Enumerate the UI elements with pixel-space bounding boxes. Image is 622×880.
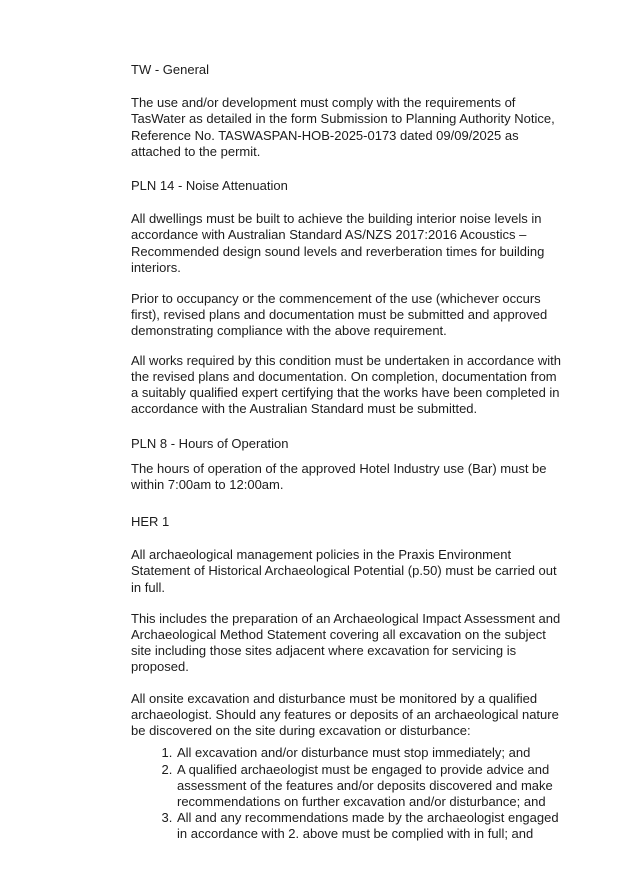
paragraph: All dwellings must be built to achieve the building interior noise levels in accordance with Australian Standard AS/NZS 2017:2016 Acoustics – Recommended design sound levels and reverberation times for building interiors.	[131, 211, 545, 275]
section-heading-pln8: PLN 8 - Hours of Operation	[131, 436, 289, 452]
list-item: 2. A qualified archaeologist must be engaged to provide advice and assessment of the features and/or deposits discovered and make recommendations on further excavation and/or disturbance; and	[176, 762, 563, 811]
paragraph: The hours of operation of the approved Hotel Industry use (Bar) must be within 7:00am to 12:00am.	[131, 460, 547, 492]
paragraph: All archaeological management policies in the Praxis Environment Statement of Historical Archaeological Potential (p.50) must be carried out in full.	[131, 547, 557, 595]
paragraph: This includes the preparation of an Archaeological Impact Assessment and Archaeological Method Statement covering all excavation on the subject site including those sites adjacent where excavation for servicing is proposed.	[131, 610, 561, 675]
section-heading-tw-general: TW - General	[131, 62, 210, 77]
section-heading-pln14: PLN 14 - Noise Attenuation	[131, 178, 288, 194]
paragraph: The use and/or development must comply with the requirements of TasWater as detailed in the form Submission to Planning Authority Notice, Reference No. TASWASPAN-HOB-2025-0173 dated 09/09/2025 as attached to the permit.	[131, 95, 555, 159]
paragraph: All works required by this condition must be undertaken in accordance with the revised plans and documentation. On completion, documentation from a suitably qualified expert certifying that the works have been completed in accordance with the Australian Standard must be submitted.	[131, 352, 561, 417]
document-content	[131, 62, 563, 843]
list-item: 1. All excavation and/or disturbance must stop immediately; and	[176, 745, 563, 761]
paragraph: All onsite excavation and disturbance must be monitored by a qualified archaeologist. Should any features or deposits of an archaeological nature be discovered on the site during excavation or disturbance:	[131, 690, 559, 739]
paragraph: Prior to occupancy or the commencement of the use (whichever occurs first), revised plans and documentation must be submitted and approved demonstrating compliance with the above requirement.	[131, 291, 548, 339]
list-item: 3. All and any recommendations made by the archaeologist engaged in accordance with 2. above must be complied with in full; and	[176, 810, 563, 842]
section-heading-her1: HER 1	[131, 514, 170, 530]
numbered-list	[131, 745, 563, 842]
